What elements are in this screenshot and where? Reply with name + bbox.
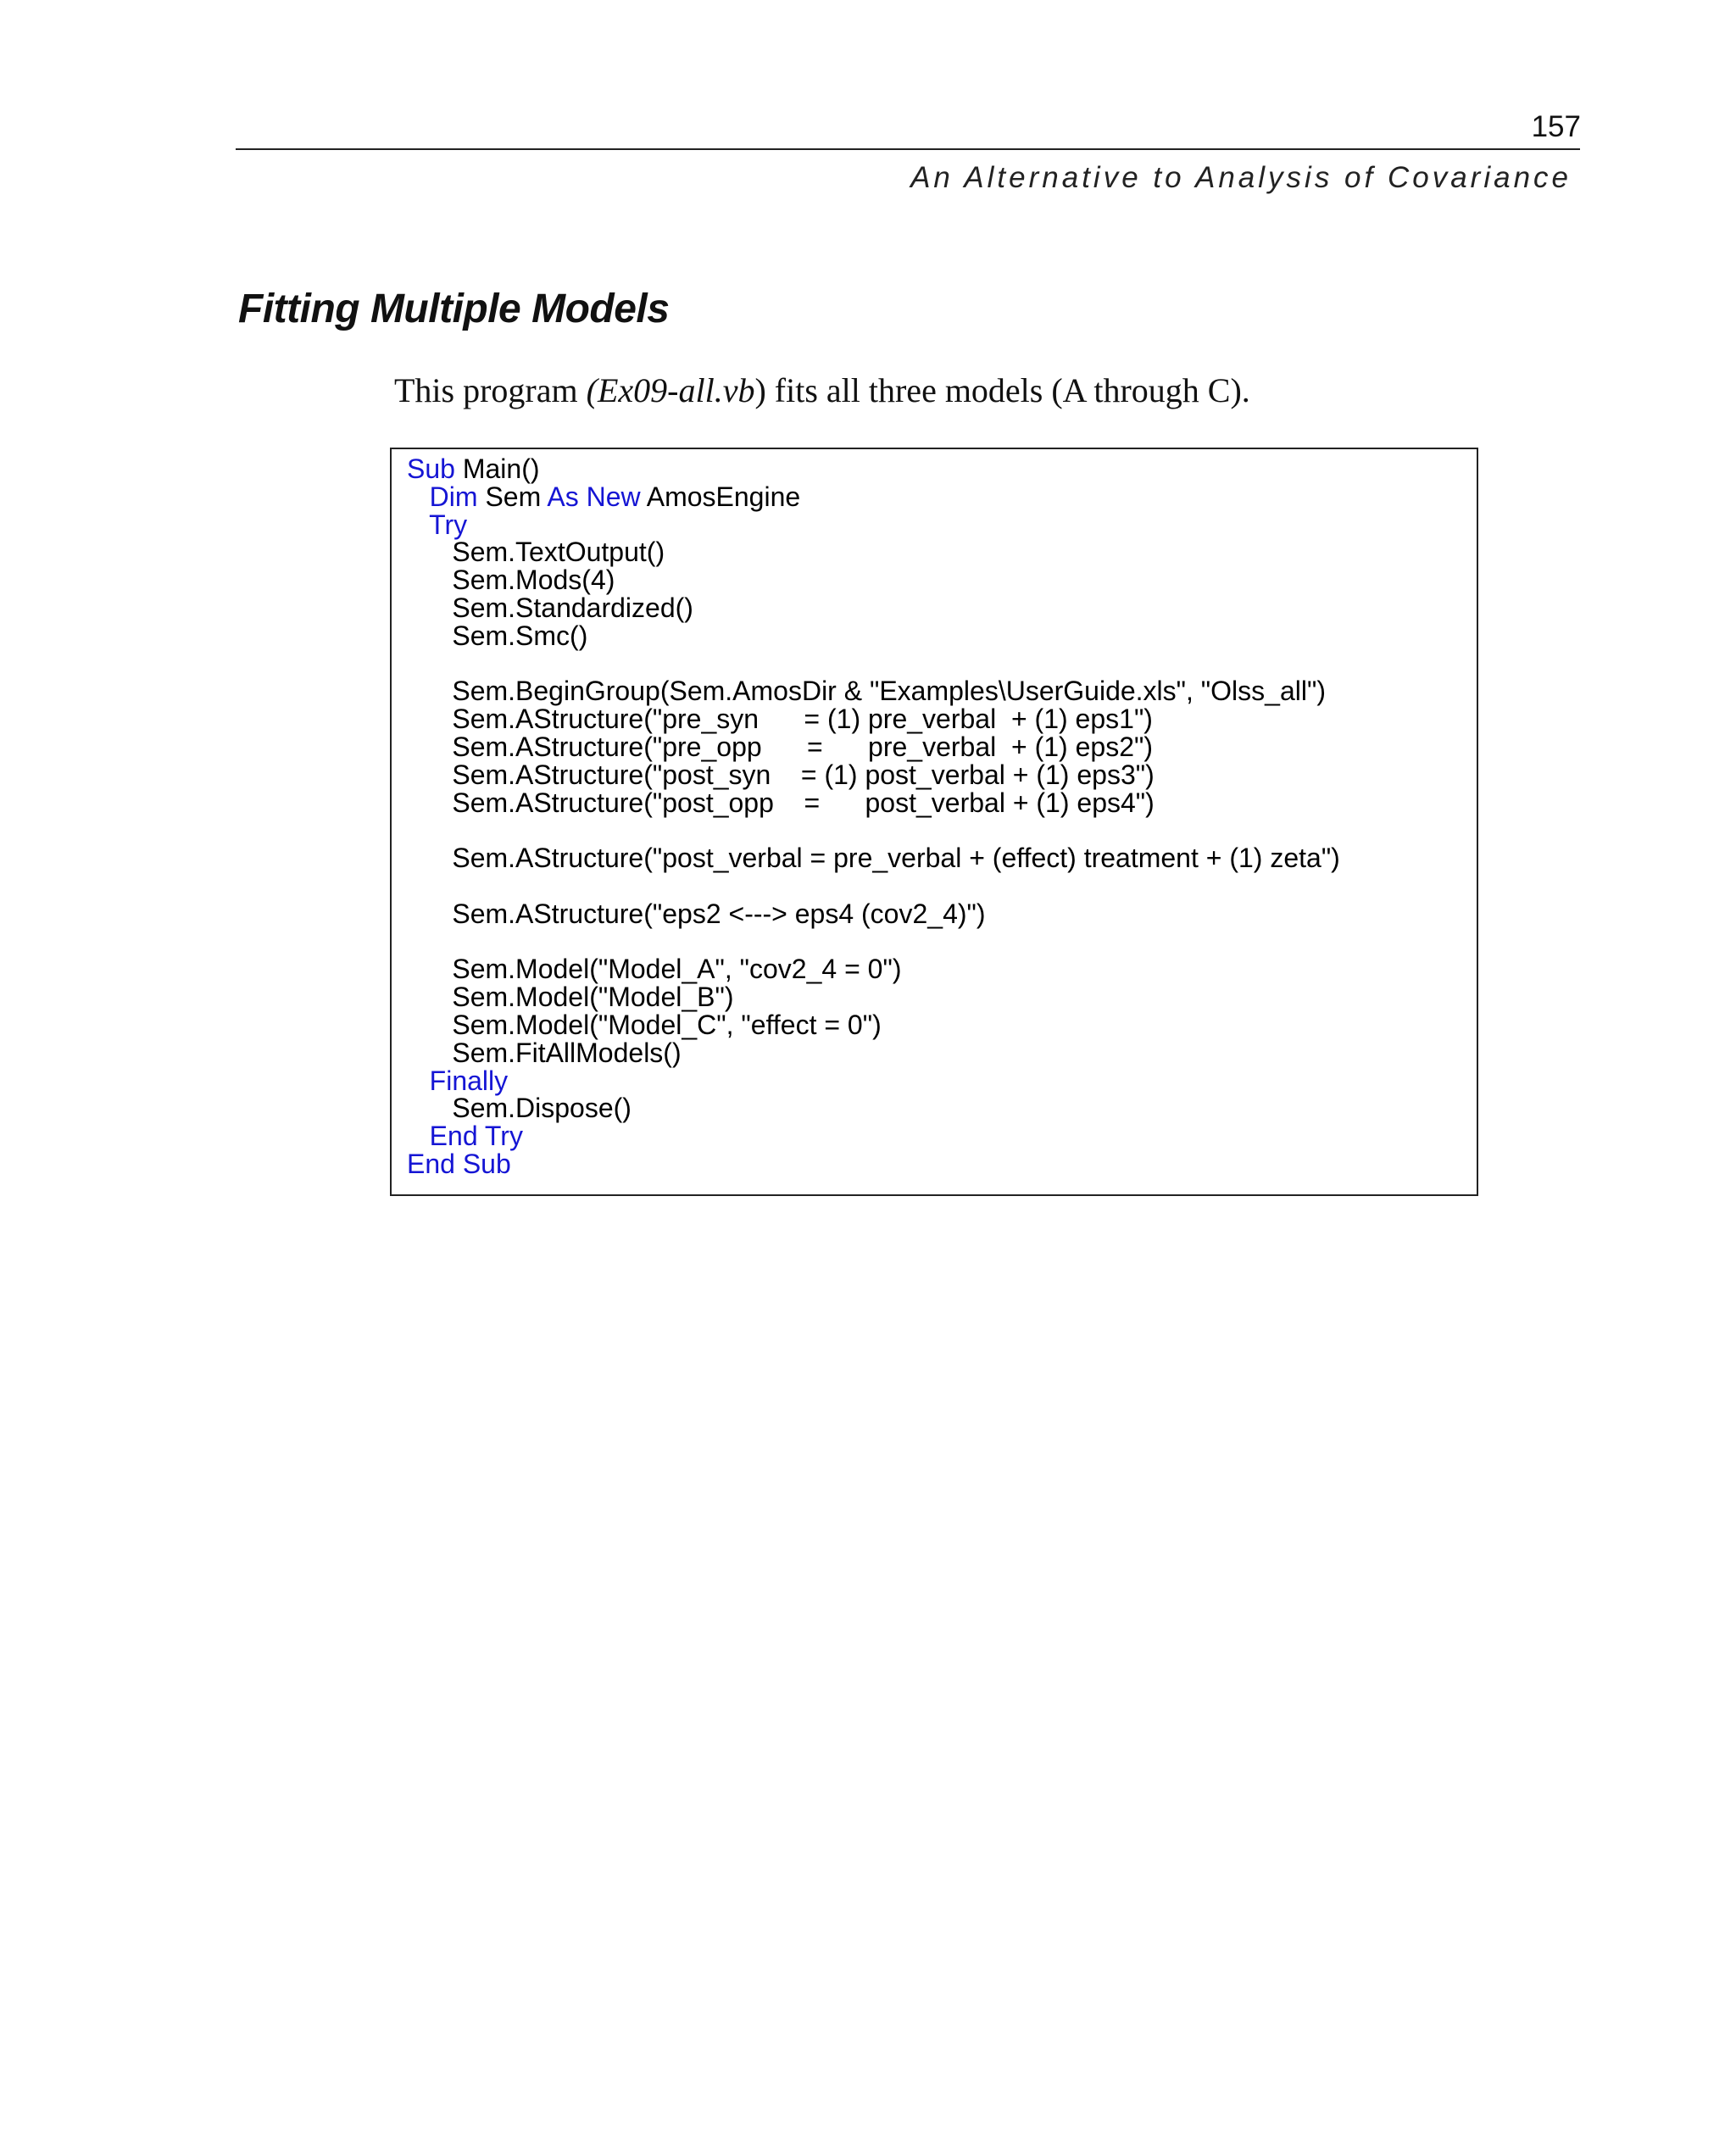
page-number: 157 <box>1531 110 1581 143</box>
code-line <box>407 928 1340 956</box>
running-head: An Alternative to Analysis of Covariance <box>910 161 1572 194</box>
code-line <box>407 594 1340 622</box>
intro-paragraph <box>394 370 1250 410</box>
code-text: Sem <box>477 481 548 512</box>
code-line <box>407 816 1340 844</box>
code-text: Sem.Standardized() <box>407 592 693 623</box>
code-text: Sem.TextOutput() <box>407 537 665 568</box>
code-listing <box>407 455 1340 1178</box>
code-line <box>407 844 1340 872</box>
code-text: Sem.Model("Model_A", "cov2_4 = 0") <box>407 954 902 985</box>
code-text: Sem.AStructure("post_verbal = pre_verbal + (effect) treatment + (1) zeta") <box>407 843 1340 874</box>
code-line <box>407 872 1340 900</box>
code-text <box>407 1066 430 1096</box>
code-keyword: End Try <box>429 1121 523 1152</box>
code-line <box>407 650 1340 678</box>
code-text <box>407 481 430 512</box>
code-text: AmosEngine <box>640 481 801 512</box>
code-line <box>407 538 1340 566</box>
intro-file-open-paren: ( <box>586 371 598 409</box>
code-text: Sem.AStructure("post_syn = (1) post_verbal + (1) eps3") <box>407 759 1155 790</box>
code-text: Sem.BeginGroup(Sem.AmosDir & "Examples\UserGuide.xls", "Olss_all") <box>407 676 1326 707</box>
code-keyword: Finally <box>429 1065 509 1096</box>
code-line <box>407 566 1340 594</box>
code-keyword: As New <box>547 481 641 512</box>
code-line <box>407 511 1340 539</box>
code-text: Sem.AStructure("pre_syn = (1) pre_verbal + (1) eps1") <box>407 704 1153 735</box>
code-text: Main() <box>454 453 540 484</box>
code-line <box>407 622 1340 650</box>
code-line <box>407 1094 1340 1122</box>
code-line <box>407 1011 1340 1039</box>
code-keyword: Sub <box>407 453 455 484</box>
code-line <box>407 761 1340 789</box>
code-line <box>407 677 1340 705</box>
code-text: Sem.Model("Model_C", "effect = 0") <box>407 1009 882 1040</box>
code-text: Sem.AStructure("eps2 <---> eps4 (cov2_4)") <box>407 898 986 929</box>
code-text: Sem.Smc() <box>407 620 588 651</box>
code-line <box>407 900 1340 928</box>
code-line <box>407 1067 1340 1095</box>
code-line <box>407 1150 1340 1178</box>
intro-text-before: This program <box>394 371 587 409</box>
code-text: Sem.AStructure("post_opp = post_verbal + (1) eps4") <box>407 787 1155 818</box>
intro-file-close-paren: ) <box>754 371 766 409</box>
code-text <box>407 509 429 540</box>
code-line <box>407 733 1340 761</box>
code-text: Sem.FitAllModels() <box>407 1037 682 1068</box>
code-text: Sem.Dispose() <box>407 1093 632 1124</box>
code-text: Sem.AStructure("pre_opp = pre_verbal + (1) eps2") <box>407 731 1153 762</box>
code-line <box>407 483 1340 511</box>
code-keyword: End Sub <box>407 1148 511 1179</box>
code-keyword: Try <box>429 509 468 540</box>
intro-file-name: Ex09-all.vb <box>597 371 755 409</box>
code-line <box>407 455 1340 483</box>
code-line <box>407 705 1340 733</box>
code-line <box>407 1122 1340 1150</box>
code-line <box>407 1039 1340 1067</box>
code-line <box>407 789 1340 817</box>
code-text: Sem.Mods(4) <box>407 565 615 596</box>
code-line <box>407 955 1340 983</box>
intro-text-after: fits all three models (A through C). <box>765 371 1250 409</box>
code-keyword: Dim <box>429 481 478 512</box>
code-text <box>407 1121 430 1151</box>
header-rule <box>236 148 1580 150</box>
code-text: Sem.Model("Model_B") <box>407 982 734 1013</box>
section-title: Fitting Multiple Models <box>238 287 670 331</box>
code-line <box>407 983 1340 1011</box>
